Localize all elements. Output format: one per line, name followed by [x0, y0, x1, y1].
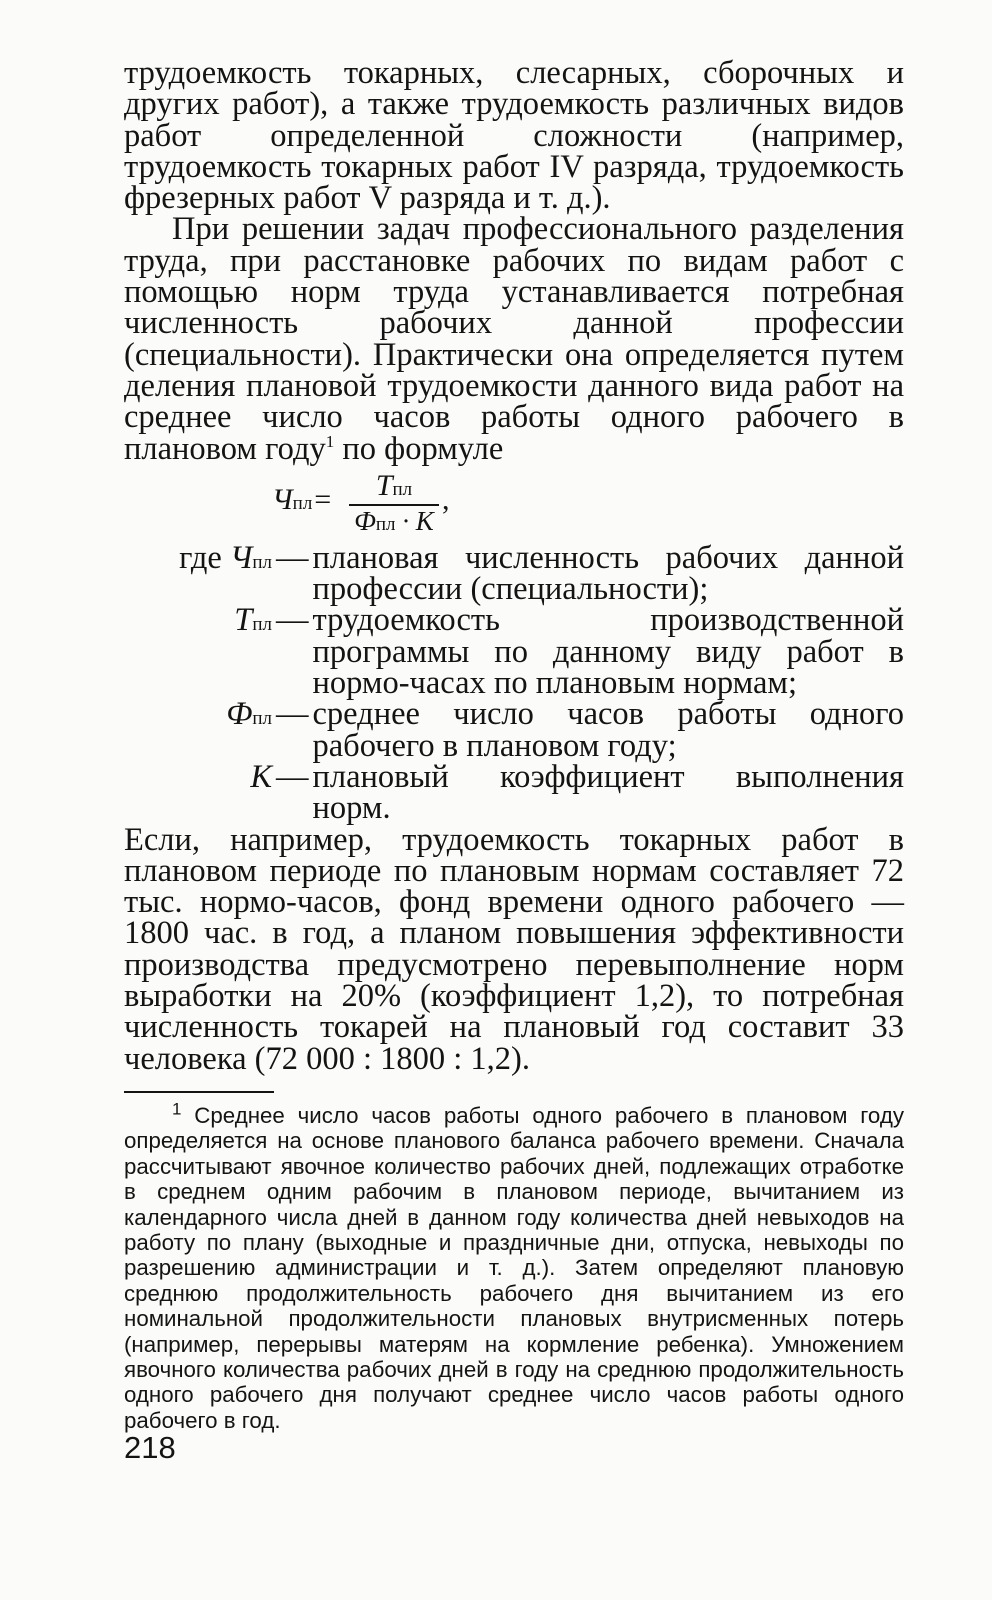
definition-text: плановый коэффициент выполнения норм.: [312, 758, 904, 827]
definition-dash: —: [276, 602, 309, 639]
definition-symbol: [234, 602, 272, 638]
definition-symbol-sub: пл: [252, 614, 272, 636]
formula-den-sub: пл: [375, 513, 396, 535]
definition-lead: [124, 758, 272, 797]
formula-definitions: [124, 539, 904, 827]
definition-lead: [124, 696, 272, 734]
formula-lhs-symbol: Ч: [272, 482, 293, 516]
definition-symbol: [230, 540, 272, 576]
definition-text: плановая численность рабочих данной профессии (специальности);: [312, 539, 904, 608]
footnote: [124, 1099, 904, 1433]
formula-denominator: [349, 506, 439, 537]
definition-symbol: [226, 696, 272, 732]
definition-item: [124, 758, 904, 827]
footnote-divider: [124, 1091, 274, 1093]
definition-symbol-letter: Ф: [226, 696, 253, 733]
paragraph-numerosity-text: При решении задач профессионального разделения труда, при расстановке рабочих по видам работ с помощью норм труда устанавливается потребная численность рабочих данной профессии (специальности). Практически она определяется путем деления плановой трудоемкости данного вида работ на среднее число часов работы одного рабочего в плановом году: [124, 211, 904, 467]
paragraph-numerosity: [124, 211, 904, 467]
definition-symbol-letter: K: [250, 758, 272, 795]
definition-lead: [124, 602, 272, 640]
page-body: [124, 55, 904, 1433]
formula-lhs-sub: пл: [292, 492, 313, 514]
footnote-reference: 1: [325, 431, 335, 451]
formula-numerator: [349, 469, 439, 506]
page-number: 218: [124, 1430, 176, 1465]
formula-den-symbol: Ф: [354, 505, 376, 536]
footnote-mark: 1: [172, 1099, 182, 1119]
definition-text: среднее число часов работы одного рабочего в плановом году;: [312, 696, 904, 764]
definition-symbol-letter: Т: [234, 602, 253, 639]
definition-text: трудоемкость производственной программы по данному виду работ в нормо-часах по плановым нормам;: [312, 602, 904, 702]
definition-symbol-sub: пл: [252, 708, 272, 730]
formula-num-symbol: Т: [375, 468, 393, 502]
definition-dash: —: [276, 539, 309, 576]
definition-item: [124, 602, 904, 702]
paragraph-numerosity-end: по формуле: [342, 430, 504, 467]
definition-dash: —: [276, 758, 309, 795]
definition-dash: —: [276, 696, 309, 733]
definition-lead-word: где: [179, 539, 222, 576]
formula-trailing-comma: ,: [442, 482, 450, 516]
formula-den-mult: · K: [395, 505, 434, 536]
definition-symbol-sub: пл: [252, 551, 272, 573]
formula: [124, 469, 904, 541]
definition-symbol-letter: Ч: [229, 539, 253, 576]
paragraph-example: Если, например, трудоемкость токарных работ в плановом периоде по плановым нормам составляет 72 тыс. нормо-часов, фонд времени одного рабочего — 1800 час. в год, а планом повышения эффективности производства предусмотрено перевыполнение норм выработки на 20% (коэффициент 1,2), то потребная численность токарей на плановый год составит 33 человека (72 000 : 1800 : 1,2).: [124, 821, 904, 1077]
formula-num-sub: пл: [392, 478, 413, 500]
definition-item: [124, 539, 904, 608]
definition-lead: [124, 539, 272, 578]
definition-item: [124, 696, 904, 764]
formula-equals: =: [312, 482, 333, 516]
formula-fraction: [349, 469, 439, 537]
formula-lhs: [272, 483, 333, 517]
footnote-text: Среднее число часов работы одного рабочего в плановом году определяется на основе планового баланса рабочего времени. Сначала рассчитывают явочное количество рабочих дней, подлежащих отработке в среднем одним рабочим в плановом периоде, вычитанием из календарного числа дней в данном году количества дней невыходов на работу по плану (выходные и праздничные дни, отпуска, невыходы по разрешению администрации и т. д.). Затем определяют плановую среднюю продолжительность рабочего дня вычитанием из его номинальной продолжительности плановых внутрисменных потерь (например, перерывы матерям на кормление ребенка). Умножением явочного количества рабочих дней в году на среднюю продолжительность одного рабочего дня получают среднее число часов работы одного рабочего в год.: [124, 1102, 904, 1433]
paragraph-continuation: трудоемкость токарных, слесарных, сборочных и других работ), а также трудоемкость различных видов работ определенной сложности (например, трудоемкость токарных работ IV разряда, трудоемкость фрезерных работ V разряда и т. д.).: [124, 55, 904, 217]
definition-symbol: [250, 759, 272, 795]
